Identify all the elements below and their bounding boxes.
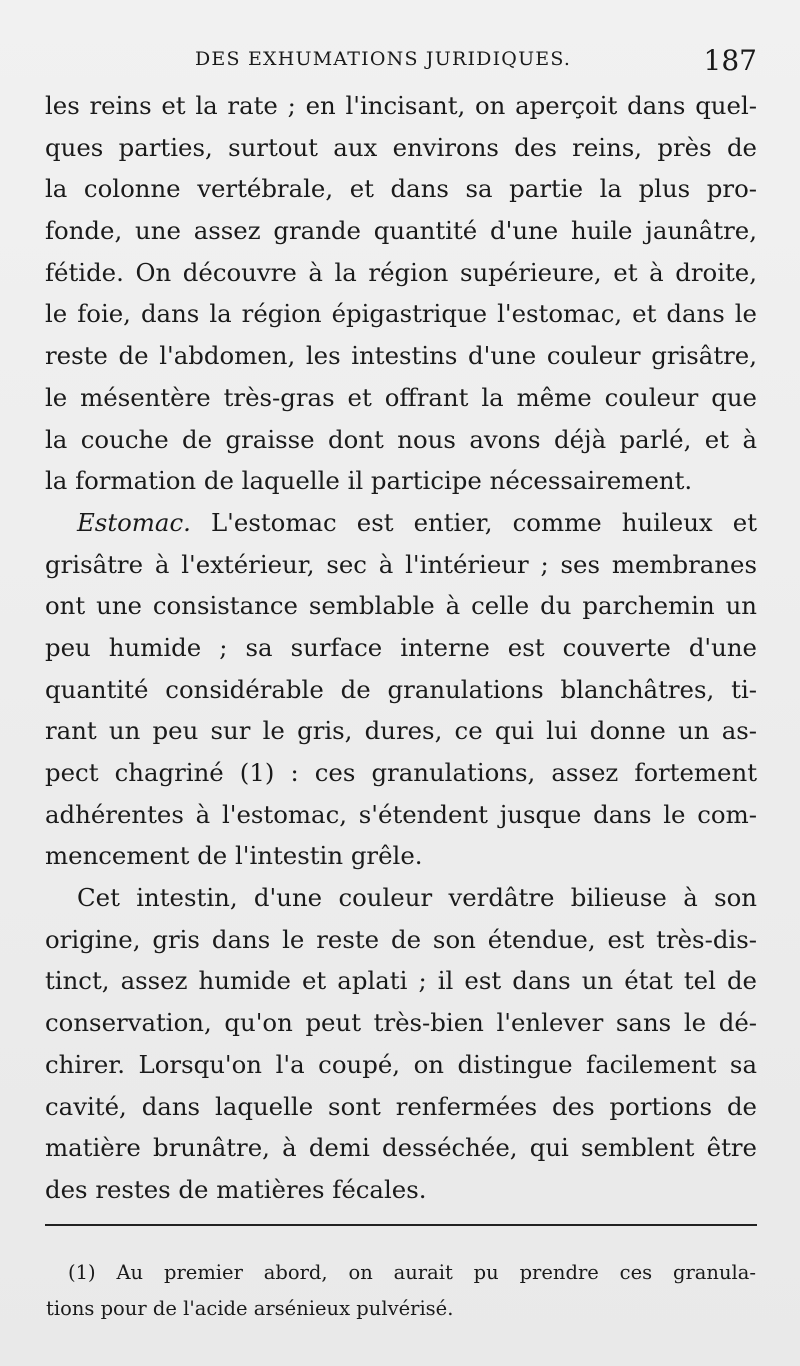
text-line: des restes de matières fécales. <box>45 1174 427 1204</box>
footnote-rule <box>45 1224 757 1226</box>
running-head <box>45 44 757 84</box>
text-line: adhérentes à l'estomac, s'étendent jusque dans le com- <box>45 799 757 829</box>
text-line: cavité, dans laquelle sont renfermées des portions de <box>45 1091 757 1121</box>
text-line: fonde, une assez grande quantité d'une huile jaunâtre, <box>45 216 757 246</box>
paragraph-first-line: Cet intestin, d'une couleur verdâtre bilieuse à son <box>77 883 757 913</box>
text-line: origine, gris dans le reste de son étendue, est très-dis- <box>45 924 757 954</box>
text-line: la colonne vertébrale, et dans sa partie la plus pro- <box>45 174 757 204</box>
body-text <box>45 85 757 1211</box>
text-line: la formation de laquelle il participe nécessairement. <box>45 466 693 496</box>
text-line: le foie, dans la région épigastrique l'estomac, et dans le <box>45 299 757 329</box>
footnote-line: (1) Au premier abord, on aurait pu prendre ces granula- <box>68 1261 756 1284</box>
footnote <box>46 1255 756 1327</box>
text-line: peu humide ; sa surface interne est couverte d'une <box>45 632 757 662</box>
text-line: rant un peu sur le gris, dures, ce qui lui donne un as- <box>45 716 757 746</box>
text-span: L'estomac est entier, comme huileux et <box>190 507 757 537</box>
text-line: fétide. On découvre à la région supérieure, et à droite, <box>45 257 757 287</box>
section-lead: Estomac. <box>77 507 191 537</box>
text-line: ques parties, surtout aux environs des reins, près de <box>45 132 757 162</box>
text-line: mencement de l'intestin grêle. <box>45 841 423 871</box>
paragraph-first-line <box>45 502 757 544</box>
text-line: le mésentère très-gras et offrant la même couleur que <box>45 382 757 412</box>
running-title: DES EXHUMATIONS JURIDIQUES. <box>195 48 572 70</box>
text-line: les reins et la rate ; en l'incisant, on aperçoit dans quel- <box>45 91 757 120</box>
text-line: reste de l'abdomen, les intestins d'une couleur grisâtre, <box>45 341 757 371</box>
text-line: matière brunâtre, à demi desséchée, qui semblent être <box>45 1133 757 1163</box>
text-line: chirer. Lorsqu'on l'a coupé, on distingue facilement sa <box>45 1049 757 1079</box>
text-line: conservation, qu'on peut très-bien l'enlever sans le dé- <box>45 1008 757 1038</box>
text-line: ont une consistance semblable à celle du parchemin un <box>45 591 757 621</box>
page-number: 187 <box>703 44 757 77</box>
text-line: tinct, assez humide et aplati ; il est dans un état tel de <box>45 966 757 996</box>
text-line: grisâtre à l'extérieur, sec à l'intérieur ; ses membranes <box>45 549 757 579</box>
text-line: pect chagriné (1) : ces granulations, assez fortement <box>45 758 757 787</box>
text-line: quantité considérable de granulations blanchâtres, ti- <box>45 674 757 704</box>
footnote-line: tions pour de l'acide arsénieux pulvérisé. <box>46 1297 454 1320</box>
text-line: la couche de graisse dont nous avons déjà parlé, et à <box>45 424 757 454</box>
